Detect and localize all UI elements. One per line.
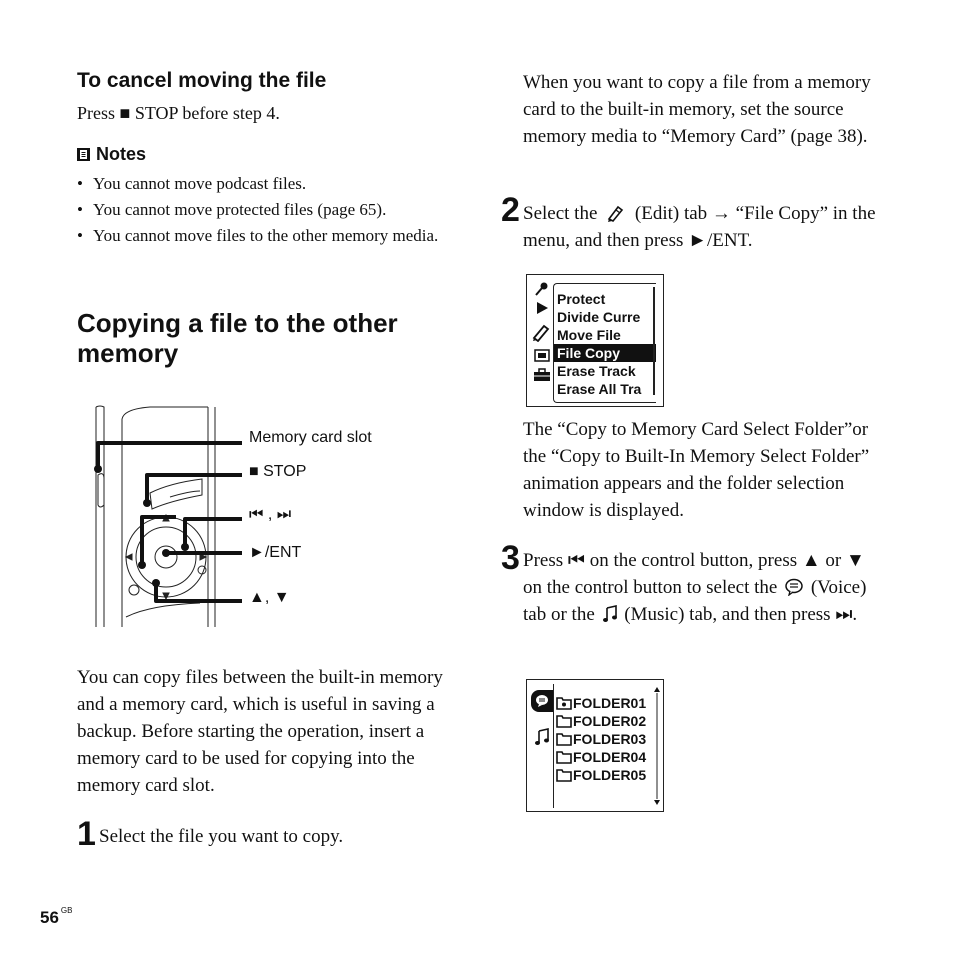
folder-icon <box>556 732 572 746</box>
menu-screen <box>526 274 664 407</box>
folder-window-paragraph: The “Copy to Memory Card Select Folder”or the “Copy to Built-In Memory Select Folder” animation appears and the folder selection window is displayed. <box>523 419 870 521</box>
menu-list[interactable] <box>553 283 656 403</box>
voice-icon <box>784 578 804 596</box>
edit-tab-icon <box>531 322 551 342</box>
menu-scrollbar[interactable] <box>653 287 655 395</box>
step-2-text-a: Select the <box>523 203 598 224</box>
menu-item-move-file[interactable]: Move File <box>557 327 621 343</box>
recorder-illustration <box>90 405 250 630</box>
step-2-text-b: (Edit) tab → “File Copy” in the menu, and then press ►/ENT. <box>523 203 876 251</box>
notes-title: Notes <box>96 144 147 164</box>
label-memory-card-slot: Memory card slot <box>249 429 372 446</box>
folder-item[interactable]: FOLDER03 <box>556 730 662 748</box>
step-3-number: 3 <box>501 539 520 577</box>
step-2-number: 2 <box>501 191 520 229</box>
region-code: GB <box>60 906 73 915</box>
menu-item-file-copy[interactable]: File Copy <box>554 344 656 362</box>
page-number: 56 $^{GB}$ <box>40 906 73 927</box>
note-icon <box>77 148 90 161</box>
intro-paragraph: You can copy files between the built-in memory and a memory card, which is useful in saving a backup. Before starting the operation, insert a memory card to be used for copying into the memory card slot. <box>77 667 443 796</box>
note-item: • You cannot move protected files (page 65). <box>77 198 457 221</box>
voice-tab-icon <box>534 693 550 709</box>
notes-header <box>77 144 146 165</box>
microphone-icon <box>533 281 549 297</box>
label-play-ent: ►/ENT <box>249 544 302 561</box>
toolbox-icon <box>533 368 551 382</box>
folder-item[interactable]: FOLDER01 <box>556 694 662 712</box>
step-3-text-a: Press ⏮ on the control button, press ▲ or ▼ on the control button to select the <box>523 550 865 598</box>
folder-screen <box>526 679 664 812</box>
step-1-number: 1 <box>77 815 96 853</box>
voice-tab[interactable] <box>531 690 553 712</box>
menu-item-erase-track[interactable]: Erase Track <box>557 363 636 379</box>
cancel-heading: To cancel moving the file <box>77 69 327 92</box>
folder-item[interactable]: FOLDER04 <box>556 748 662 766</box>
step-1-text: Select the file you want to copy. <box>99 826 344 847</box>
menu-tab-column <box>527 275 553 406</box>
music-icon <box>602 605 618 623</box>
folder-icon <box>556 750 572 764</box>
step-2-text <box>523 200 883 254</box>
step-3-text-c: (Music) tab, and then press ⏭. <box>624 604 858 625</box>
folder-list[interactable] <box>553 684 662 808</box>
notes-list <box>77 172 457 250</box>
play-icon <box>535 301 549 315</box>
menu-item-divide-current[interactable]: Divide Curre <box>557 309 641 325</box>
music-tab-icon[interactable] <box>534 728 550 746</box>
folder-scrollbar[interactable] <box>653 686 661 806</box>
cancel-text: Press ■ STOP before step 4. <box>77 103 280 123</box>
edit-icon <box>606 204 626 222</box>
section-heading: Copying a file to the other memory <box>77 308 398 368</box>
label-up-down: ▲, ▼ <box>249 589 290 606</box>
step-3-text <box>523 547 883 628</box>
note-item: • You cannot move files to the other memory media. <box>77 224 457 247</box>
folder-open-icon <box>556 696 572 710</box>
folder-item[interactable]: FOLDER05 <box>556 766 662 784</box>
folder-icon <box>556 714 572 728</box>
label-stop: ■ STOP <box>249 463 307 480</box>
display-icon <box>534 349 550 363</box>
menu-item-erase-all-tracks[interactable]: Erase All Tra <box>557 381 642 397</box>
menu-item-protect[interactable]: Protect <box>557 291 606 307</box>
folder-item[interactable]: FOLDER02 <box>556 712 662 730</box>
memory-source-paragraph: When you want to copy a file from a memory card to the built-in memory, set the source memory media to “Memory Card” (page 38). <box>523 72 871 147</box>
label-skip: ⏮ , ⏭ <box>249 506 292 523</box>
step-3-text-b: (Voice) tab or the <box>523 577 867 625</box>
note-item: • You cannot move podcast files. <box>77 172 457 195</box>
folder-icon <box>556 768 572 782</box>
